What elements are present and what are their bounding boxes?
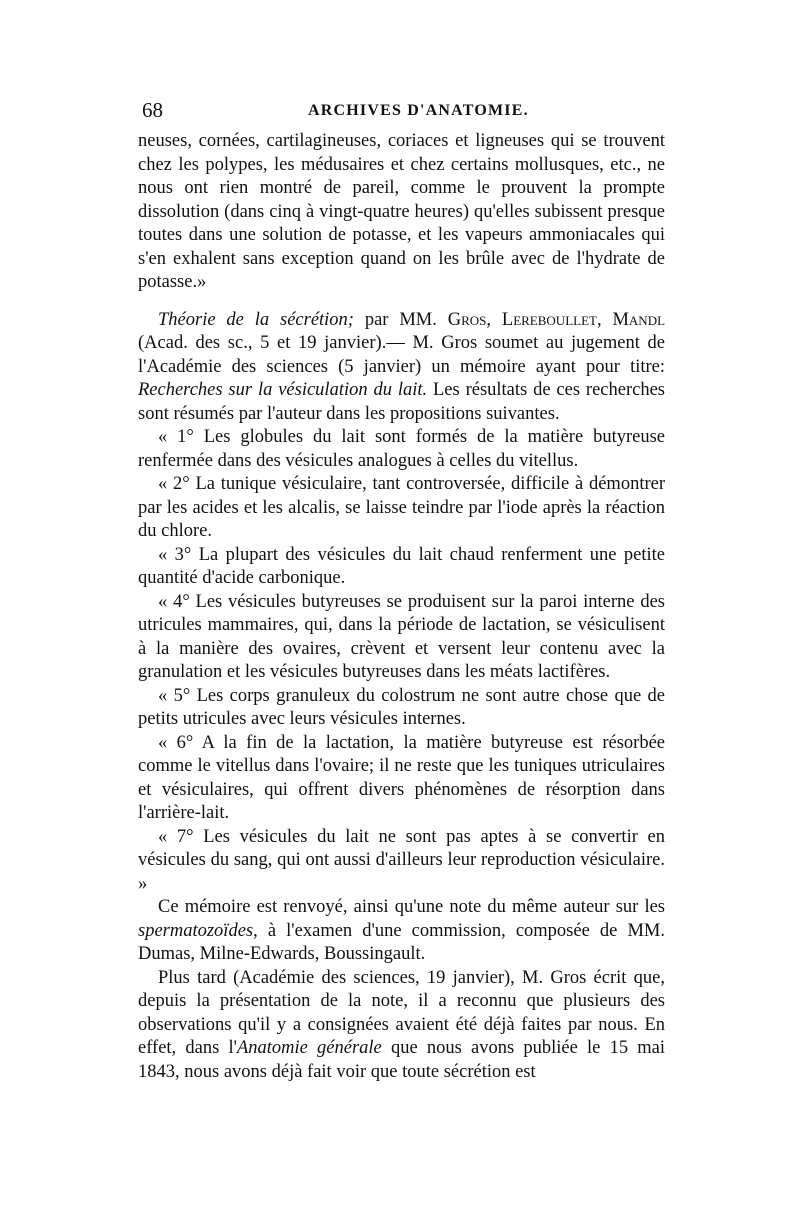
text-span: Plus tard (Académie des sciences, 19 janvier), M. Gros écrit que, depuis la présentation de la note, il a reconnu que plusieurs des observations qu'il y a consignées avaient été déjà faites par nous. En effet, dans l' bbox=[138, 967, 665, 1058]
journal-title: ARCHIVES D'ANATOMIE. bbox=[308, 102, 529, 119]
text-span: Les résultats de ces recherches sont résumés par l'auteur dans les propositions suivantes. bbox=[138, 380, 665, 424]
text-span: que nous avons publiée le 15 mai 1843, nous avons déjà fait voir que toute sécrétion est bbox=[138, 1038, 666, 1082]
paragraph-plus-tard bbox=[138, 967, 665, 1085]
text-span: Ce mémoire est renvoyé, ainsi qu'une note du même auteur sur les bbox=[158, 897, 665, 917]
author-mandl: Mandl bbox=[612, 309, 666, 330]
author-lereboullet: Lereboullet bbox=[501, 309, 597, 330]
proposition-4: « 4° Les vésicules butyreuses se produisent sur la paroi interne des utricules mammaires, qui, dans la période de lactation, se vésiculisent à la manière des ovaires, crèvent et versent leur contenu avec la granulation et les vésicules butyreuses dans les méats lactifères. bbox=[138, 591, 665, 682]
text-span: (Acad. des sc., 5 et 19 janvier).— M. Gros soumet au jugement de l'Académie des sciences (5 janvier) un mémoire ayant pour titre: bbox=[138, 333, 665, 377]
text-span: , à l'examen d'une commission, composée de MM. Dumas, Milne-Edwards, Boussingault. bbox=[138, 920, 665, 964]
memoir-title: Recherches sur la vésiculation du lait. bbox=[138, 380, 428, 400]
body-text bbox=[138, 130, 665, 1084]
italic-term: spermatozoïdes bbox=[138, 920, 254, 941]
text-span: , bbox=[596, 309, 613, 330]
paragraph-theorie-secretion bbox=[138, 309, 665, 427]
paragraph-memoire-renvoye bbox=[138, 896, 665, 967]
page-number: 68 bbox=[142, 98, 163, 122]
proposition-3: « 3° La plupart des vésicules du lait chaud renferment une petite quantité d'acide carbonique. bbox=[138, 544, 665, 588]
book-title: Anatomie générale bbox=[236, 1038, 382, 1058]
proposition-7: « 7° Les vésicules du lait ne sont pas aptes à se convertir en vésicules du sang, qui ont aussi d'ailleurs leur reproduction vésiculaire. » bbox=[138, 826, 665, 894]
proposition-1: « 1° Les globules du lait sont formés de la matière butyreuse renfermée dans des vésicules analogues à celles du vitellus. bbox=[138, 427, 665, 471]
proposition-6: « 6° A la fin de la lactation, la matière butyreuse est résorbée comme le vitellus dans l'ovaire; il ne reste que les tuniques utriculaires et vésiculaires, qui offrent divers phénomènes de résorption dans l'arrière-lait. bbox=[138, 732, 665, 823]
running-head bbox=[138, 97, 663, 127]
text-span: , bbox=[486, 309, 502, 330]
proposition-2: « 2° La tunique vésiculaire, tant controversée, difficile à démontrer par les acides et les alcalis, se laisse teindre par l'iode après la réaction du chlore. bbox=[138, 474, 665, 541]
author-gros: Gros bbox=[447, 309, 487, 330]
paragraph-continuation: neuses, cornées, cartilagineuses, coriaces et ligneuses qui se trouvent chez les polypes, les médusaires et chez certains mollusques, etc., ne nous ont rien montré de pareil, comme le prouvent la prompte dissolution (dans cinq à vingt-quatre heures) qu'elles subissent presque toutes dans une solution de potasse, et les vapeurs ammoniacales qui s'en exhalent sans exception quand on les brûle avec de l'hydrate de potasse.» bbox=[138, 131, 665, 292]
article-title: Théorie de la sécrétion; bbox=[158, 309, 354, 330]
text-span: par MM. bbox=[353, 309, 448, 330]
proposition-5: « 5° Les corps granuleux du colostrum ne sont autre chose que de petits utricules avec leurs vésicules internes. bbox=[138, 685, 665, 729]
